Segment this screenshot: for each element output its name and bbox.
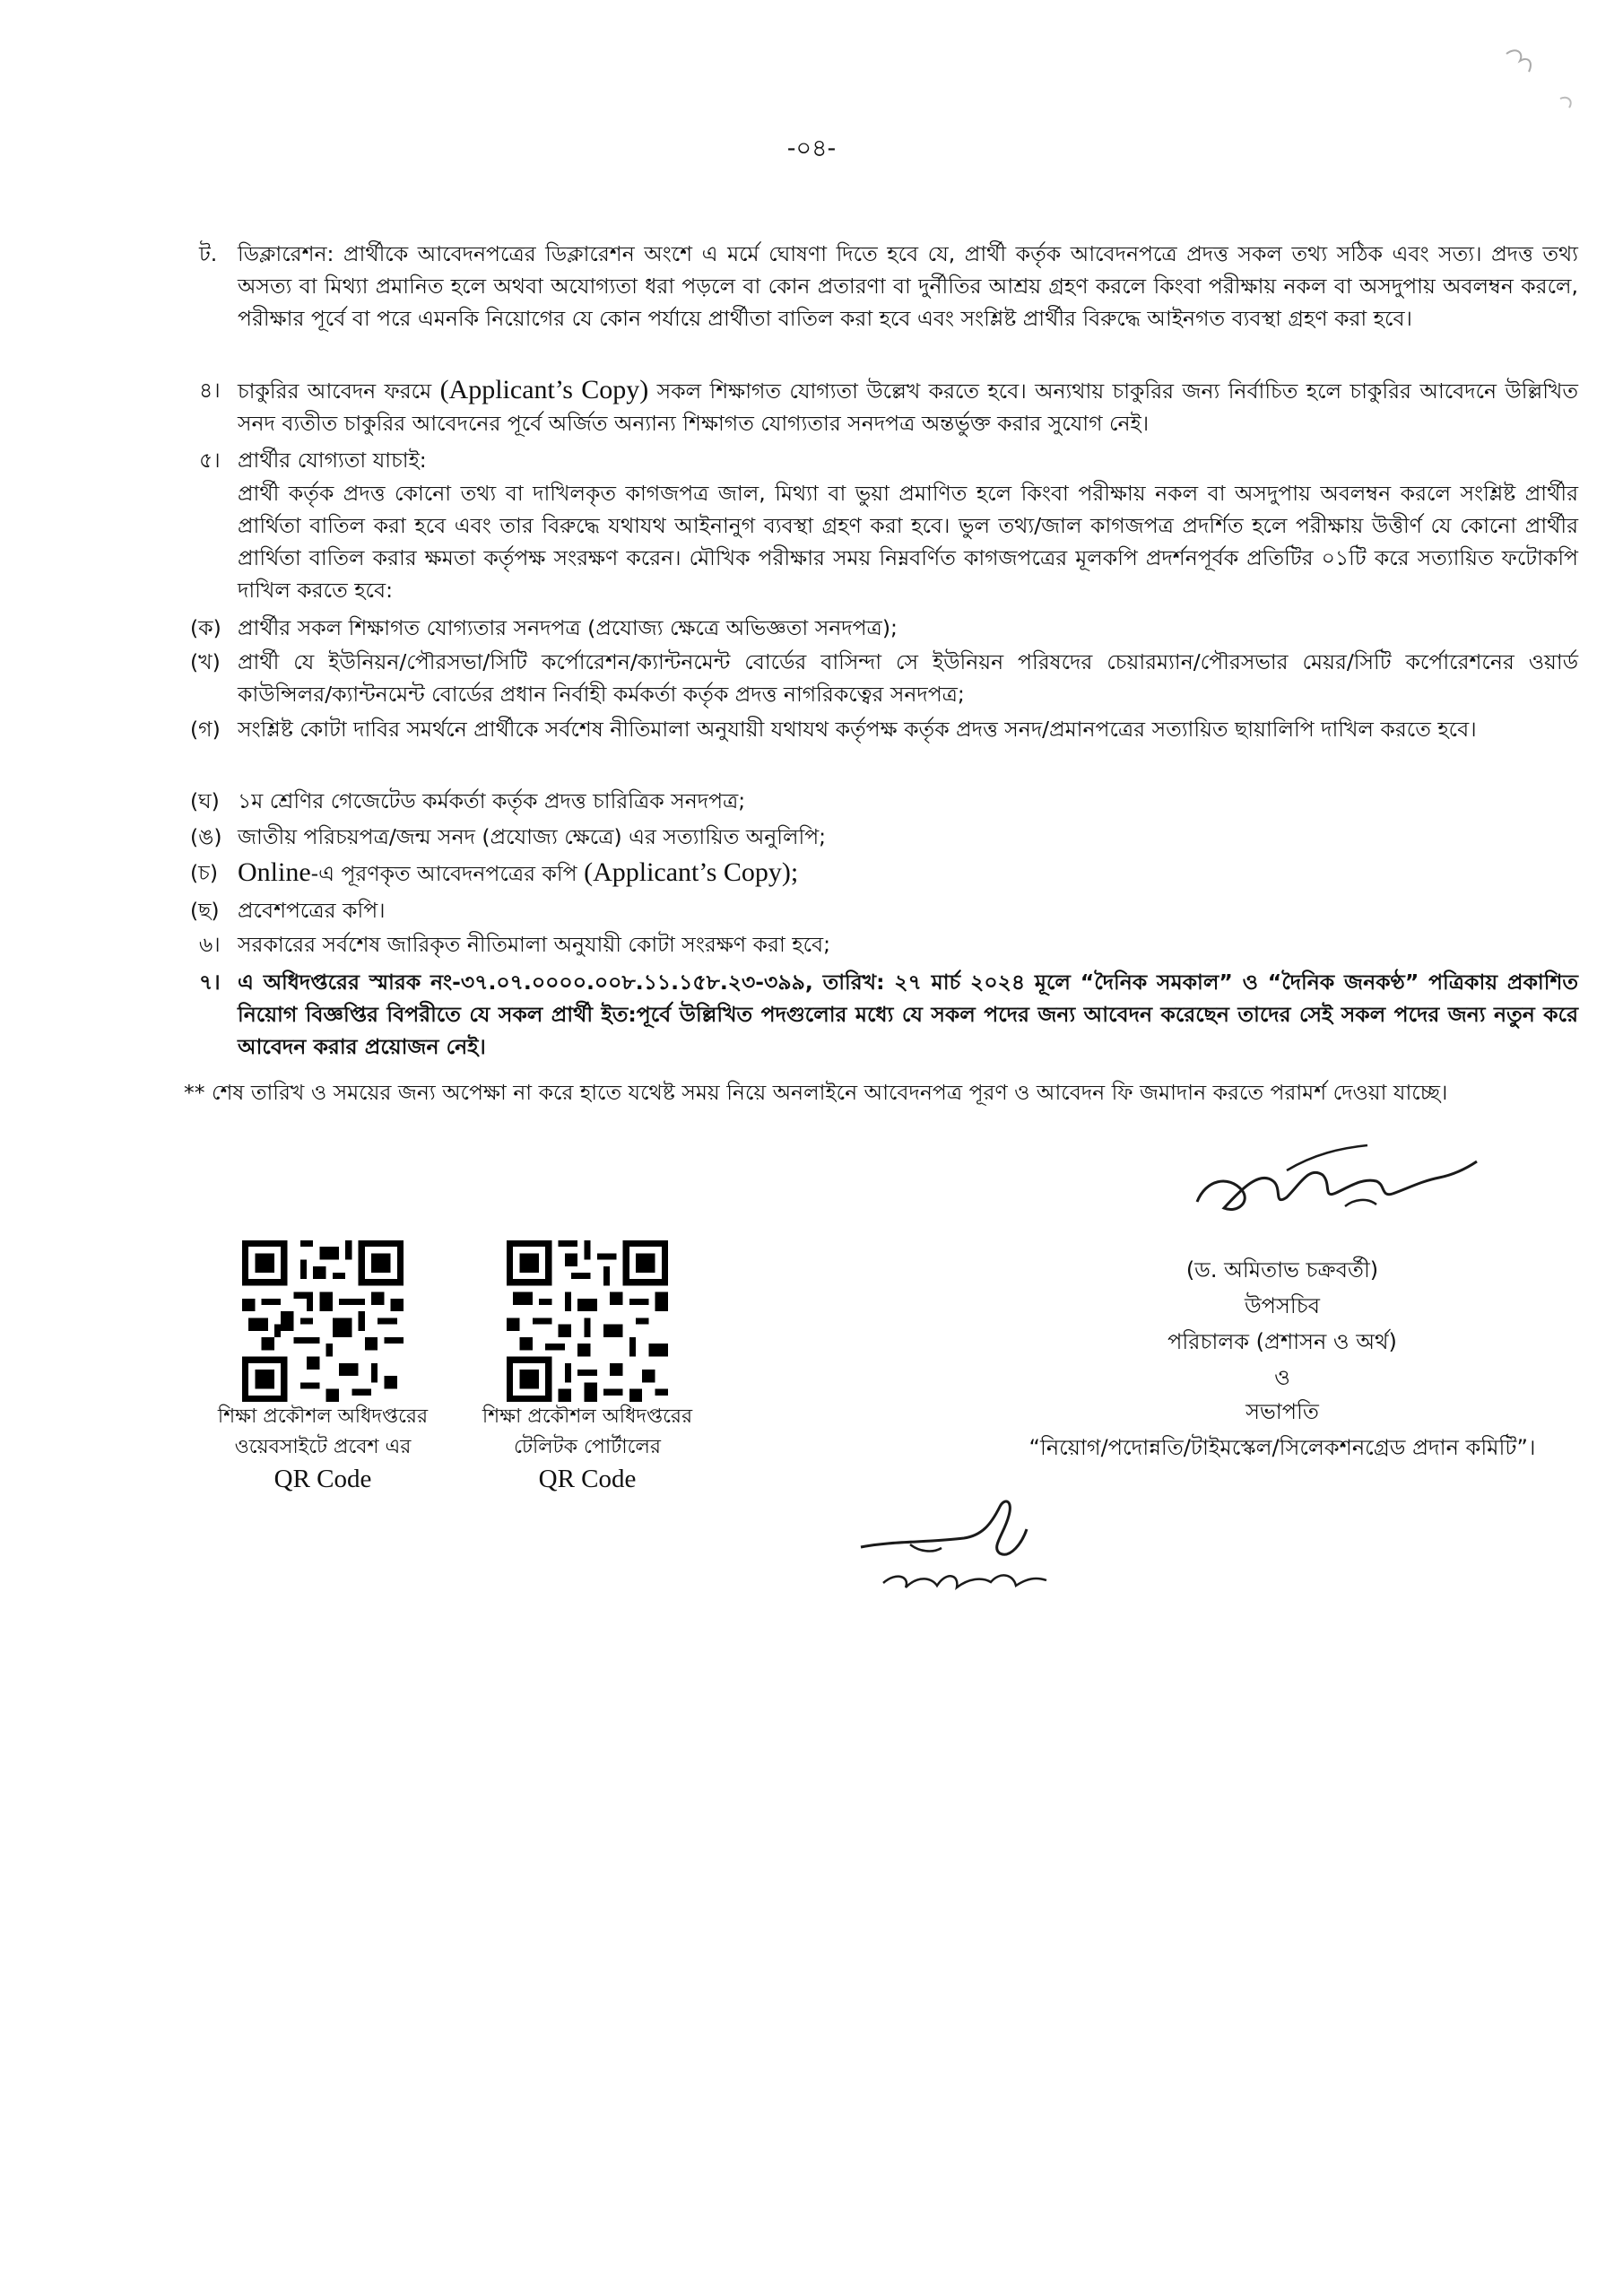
qr-caption-website-line1: শিক্ষা প্রকৌশল অধিদপ্তরের [217, 1405, 429, 1428]
signatory-conjunction: ও [1274, 1365, 1290, 1390]
item-cha-text [238, 857, 1578, 890]
section-4-label: ৪। [199, 378, 221, 403]
item-ga-label: (গ) [190, 717, 221, 742]
section-4-text-pre: চাকুরির আবেদন ফরমে [238, 378, 432, 404]
item-kha-text: প্রার্থী যে ইউনিয়ন/পৌরসভা/সিটি কর্পোরেশন/ক্যান্টনমেন্ট বোর্ডের বাসিন্দা সে ইউনিয়ন পরিষদের চেয়ারম্যান/পৌরসভার মেয়র/সিটি কর্পোরেশনের ওয়ার্ড কাউন্সিলর/ক্যান্টনমেন্ট বোর্ডের প্রধান নির্বাহী কর্মকর্তা কর্তৃক প্রদত্ত নাগরিকত্বের সনদপত্র; [238, 649, 1578, 707]
qr-caption-teletalk-line1: শিক্ষা প্রকৌশল অধিদপ্তরের [482, 1405, 693, 1428]
page-number: -০৪- [786, 135, 837, 162]
scan-smudge [1488, 27, 1596, 126]
signatory-designation: উপসচিব [1244, 1293, 1321, 1318]
initials-scribble [856, 1489, 1081, 1605]
section-6-text: সরকারের সর্বশেষ জারিকৃত নীতিমালা অনুযায়ী কোটা সংরক্ষণ করা হবে; [238, 932, 831, 957]
signatory-chair: সভাপতি [1245, 1399, 1319, 1424]
item-chha-label: (ছ) [190, 898, 220, 923]
section-ta-label: ট. [199, 241, 218, 266]
item-ka-text: প্রার্থীর সকল শিক্ষাগত যোগ্যতার সনদপত্র (প্রযোজ্য ক্ষেত্রে অভিজ্ঞতা সনদপত্র); [238, 615, 898, 640]
signatory-role: পরিচালক (প্রশাসন ও অর্থ) [1167, 1329, 1397, 1354]
section-4-text-latin: (Applicant’s Copy) [439, 375, 649, 404]
section-7-text: এ অধিদপ্তরের স্মারক নং-৩৭.০৭.০০০০.০০৮.১১.১৫৮.২৩-৩৯৯, তারিখ: ২৭ মার্চ ২০২৪ মূলে “দৈনিক সমকাল” ও “দৈনিক জনকণ্ঠ” পত্রিকায় প্রকাশিত নিয়োগ বিজ্ঞপ্তির বিপরীতে যে সকল প্রার্থী ইত:পূর্বে উল্লিখিত পদগুলোর মধ্যে যে সকল পদের জন্য আবেদন করেছেন তাদের সেই সকল পদের জন্য নতুন করে আবেদন করার প্রয়োজন নেই। [238, 970, 1578, 1059]
item-kha-label: (খ) [190, 649, 221, 674]
section-5-label: ৫। [199, 448, 221, 473]
section-5-text: প্রার্থী কর্তৃক প্রদত্ত কোনো তথ্য বা দাখিলকৃত কাগজপত্র জাল, মিথ্যা বা ভুয়া প্রমাণিত হলে কিংবা পরীক্ষায় নকল বা অসদুপায় অবলম্বন করলে সংশ্লিষ্ট প্রার্থীর প্রার্থিতা বাতিল করা হবে এবং তার বিরুদ্ধে যথাযথ আইনানুগ ব্যবস্থা গ্রহণ করা হবে। ভুল তথ্য/জাল কাগজপত্র প্রদর্শিত হলে পরীক্ষায় উত্তীর্ণ যে কোনো প্রার্থীর প্রার্থিতা বাতিল করার ক্ষমতা কর্তৃপক্ষ সংরক্ষণ করেন। মৌখিক পরীক্ষার সময় নিম্নবর্ণিত কাগজপত্রের মূলকপি প্রদর্শনপূর্বক প্রতিটির ০১টি করে সত্যায়িত ফটোকপি দাখিল করতে হবে: [238, 481, 1578, 603]
qr-code-teletalk [507, 1240, 668, 1402]
signature-scribble [1188, 1135, 1484, 1251]
section-4-text [238, 374, 1578, 439]
qr-caption-website [193, 1402, 453, 1463]
section-ta-text: ডিক্লারেশন: প্রার্থীকে আবেদনপত্রের ডিক্লারেশন অংশে এ মর্মে ঘোষণা দিতে হবে যে, প্রার্থী কর্তৃক আবেদনপত্রে প্রদত্ত সকল তথ্য সঠিক এবং সত্য। প্রদত্ত তথ্য অসত্য বা মিথ্যা প্রমানিত হলে অথবা অযোগ্যতা ধরা পড়লে বা কোন প্রতারণা বা দুর্নীতির আশ্রয় গ্রহণ করলে কিংবা পরীক্ষায় নকল বা অসদুপায় অবলম্বন করলে, পরীক্ষার পূর্বে বা পরে এমনকি নিয়োগের যে কোন পর্যায়ে প্রার্থীতা বাতিল করা হবে এবং সংশ্লিষ্ট প্রার্থীর বিরুদ্ধে আইনগত ব্যবস্থা গ্রহণ করা হবে। [238, 241, 1578, 331]
item-umo-label: (ঙ) [190, 824, 222, 849]
item-ka-label: (ক) [190, 615, 221, 640]
qr-caption-teletalk-line2: টেলিটক পোর্টালের [514, 1436, 661, 1458]
advisory-note: ** শেষ তারিখ ও সময়ের জন্য অপেক্ষা না করে হাতে যথেষ্ট সময় নিয়ে অনলাইনে আবেদনপত্র পূরণ ও আবেদন ফি জমাদান করতে পরামর্শ দেওয়া যাচ্ছে। [184, 1080, 1448, 1105]
item-cha-mid: -এ পূরণকৃত আবেদনপত্রের কপি [310, 861, 577, 886]
qr-label-teletalk: QR Code [538, 1465, 637, 1493]
qr-caption-website-line2: ওয়েবসাইটে প্রবেশ এর [234, 1436, 412, 1458]
section-5-heading: প্রার্থীর যোগ্যতা যাচাই: [238, 448, 427, 473]
item-chha-text: প্রবেশপত্রের কপি। [238, 898, 386, 923]
section-6-label: ৬। [199, 932, 221, 957]
item-ga-text: সংশ্লিষ্ট কোটা দাবির সমর্থনে প্রার্থীকে সর্বশেষ নীতিমালা অনুযায়ী যথাযথ কর্তৃপক্ষ কর্তৃক প্রদত্ত সনদ/প্রমানপত্রের সত্যায়িত ছায়ালিপি দাখিল করতে হবে। [238, 717, 1477, 742]
section-7-label: ৭। [199, 970, 221, 995]
qr-code-website [242, 1240, 404, 1402]
signatory-name: (ড. অমিতাভ চক্রবর্তী) [1185, 1257, 1379, 1283]
signatory-committee: “নিয়োগ/পদোন্নতি/টাইমস্কেল/সিলেকশনগ্রেড প্রদান কমিটি”। [1028, 1435, 1536, 1460]
item-cha-latin-a: Online [238, 857, 311, 887]
item-cha-latin-b: (Applicant’s Copy); [584, 857, 799, 887]
qr-caption-teletalk [457, 1402, 717, 1463]
item-umo-text: জাতীয় পরিচয়পত্র/জন্ম সনদ (প্রযোজ্য ক্ষেত্রে) এর সত্যায়িত অনুলিপি; [238, 824, 827, 849]
qr-label-website: QR Code [273, 1465, 372, 1493]
item-gha-label: (ঘ) [190, 788, 220, 813]
item-gha-text: ১ম শ্রেণির গেজেটেড কর্মকর্তা কর্তৃক প্রদত্ত চারিত্রিক সনদপত্র; [238, 788, 746, 813]
section-4-text-post: সকল শিক্ষাগত যোগ্যতা উল্লেখ করতে হবে। অন্যথায় চাকুরির জন্য নির্বাচিত হলে চাকুরির আবেদনে উল্লিখিত সনদ ব্যতীত চাকুরির আবেদনের পূর্বে অর্জিত অন্যান্য শিক্ষাগত যোগ্যতার সনদপত্র অন্তর্ভুক্ত করার সুযোগ নেই। [238, 378, 1578, 436]
item-cha-label: (চ) [190, 860, 219, 885]
